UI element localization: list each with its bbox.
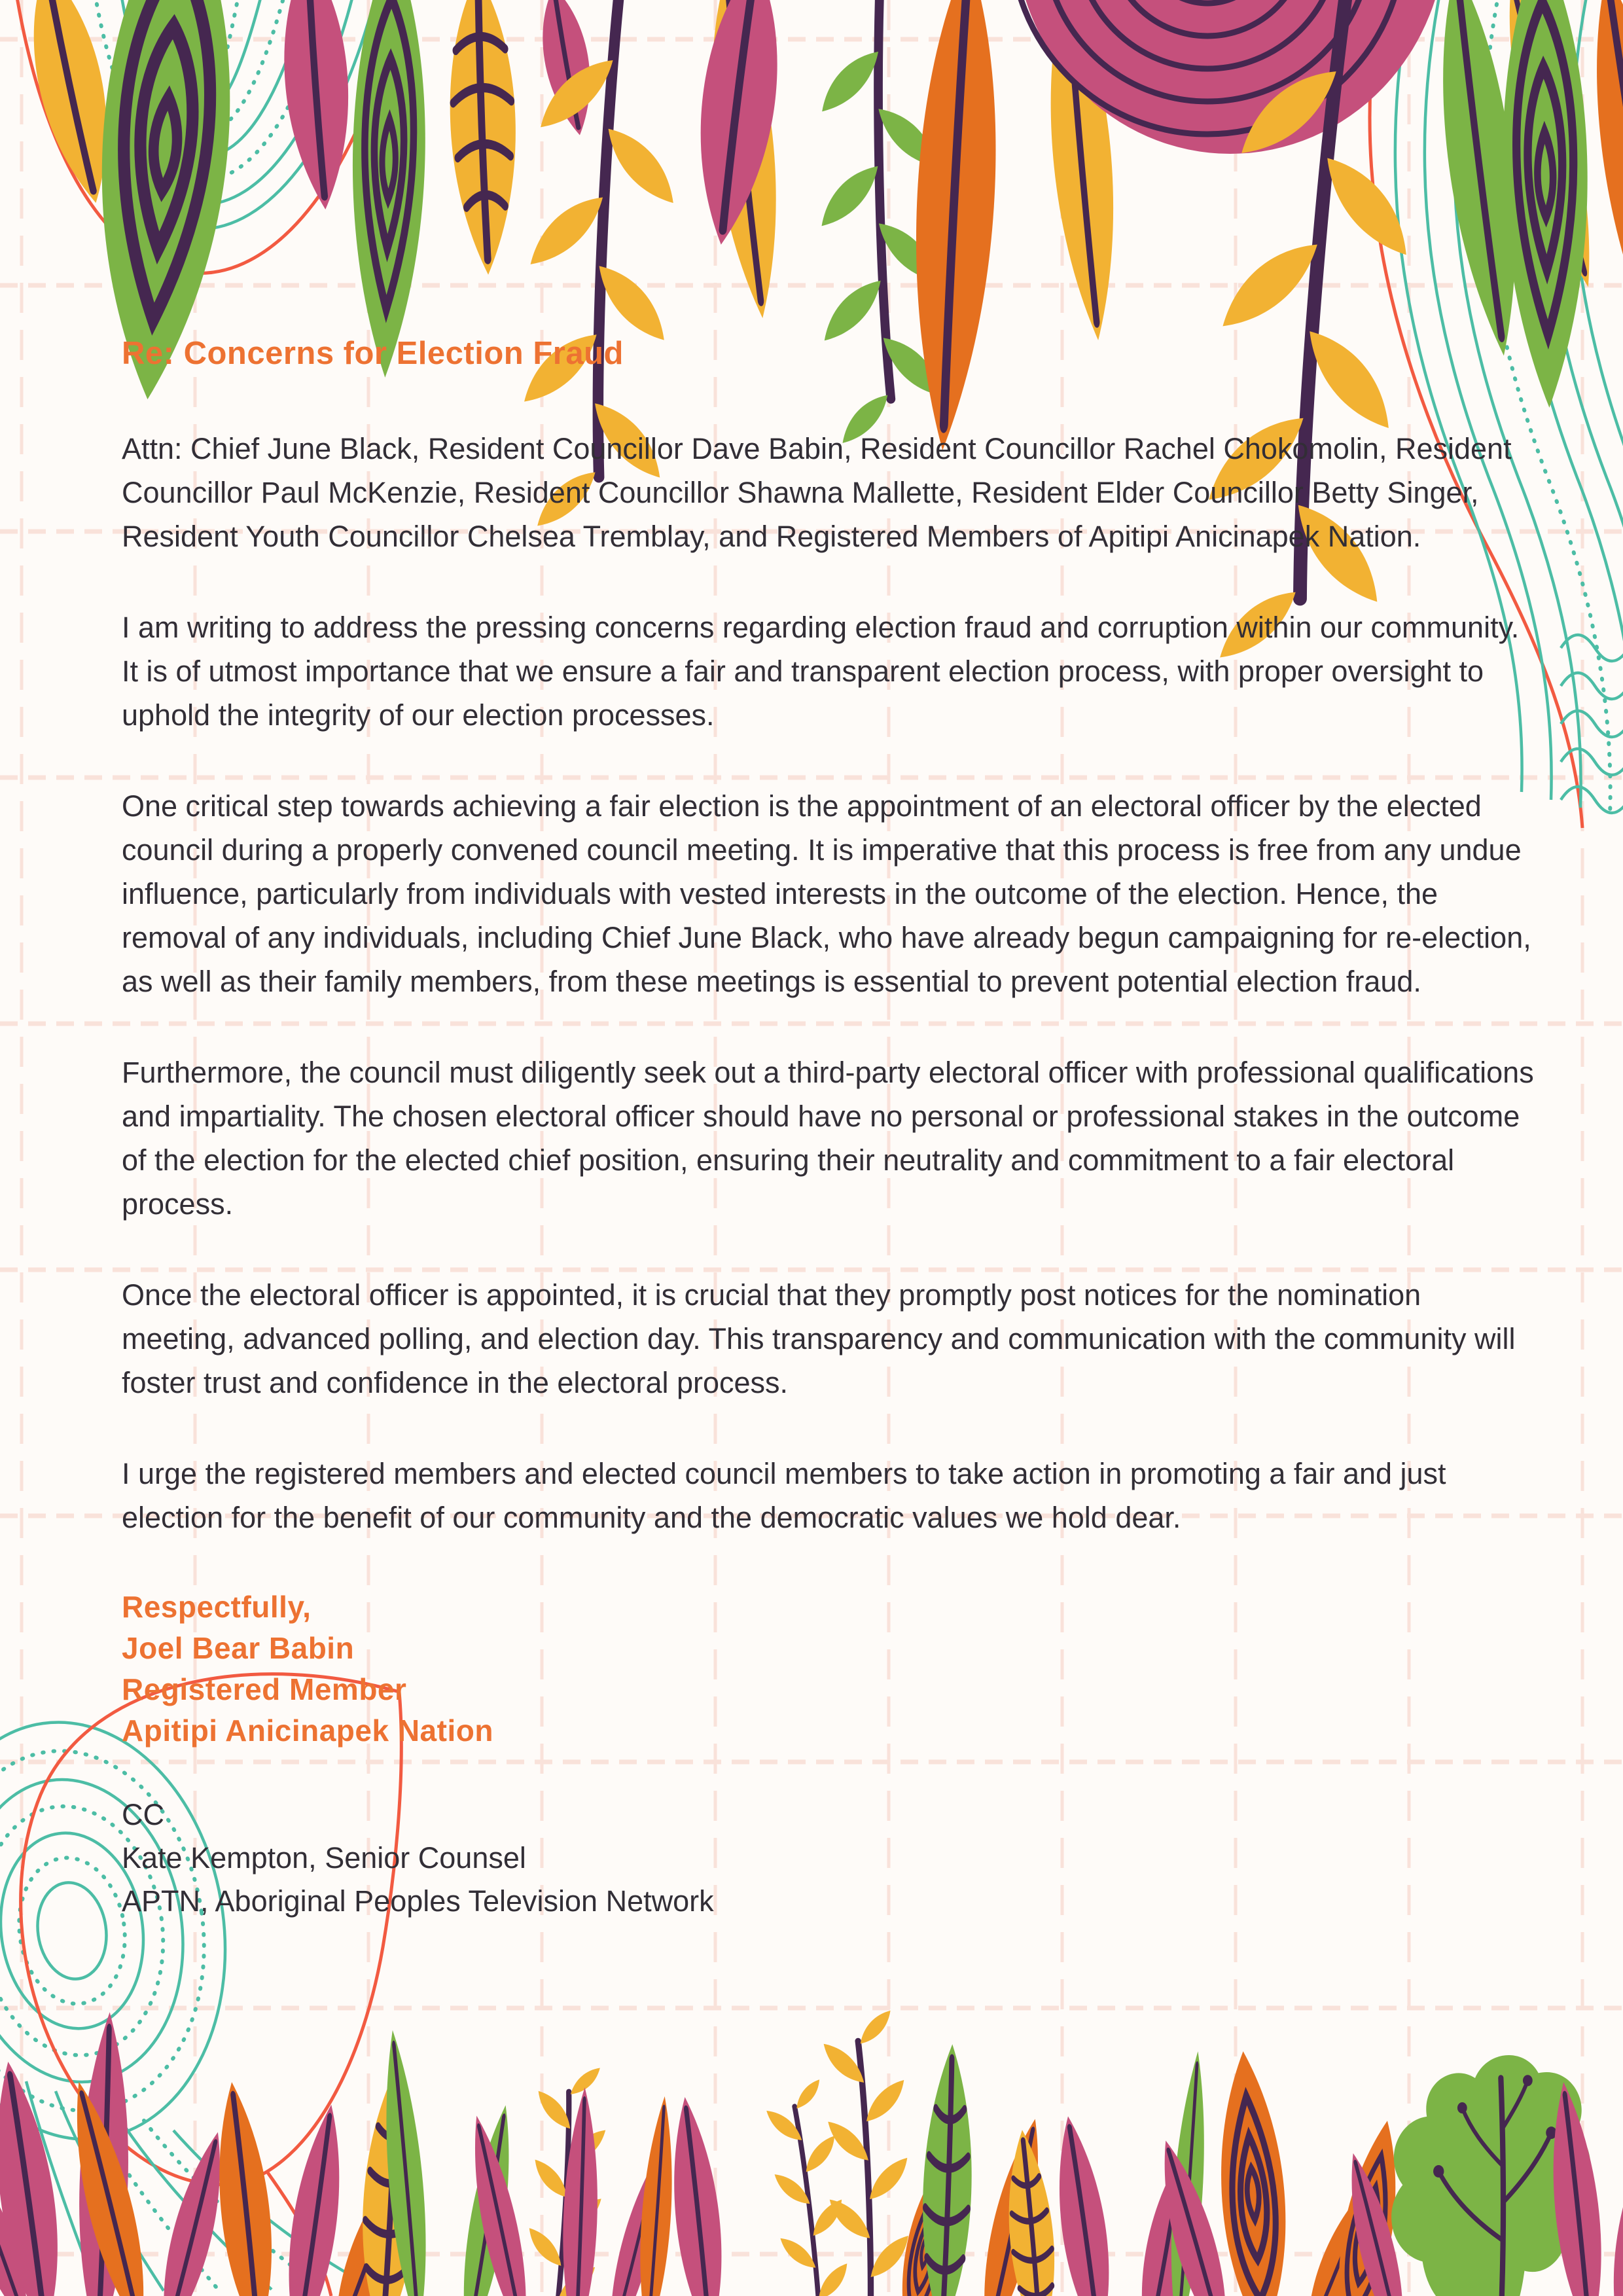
letter-paragraph: Once the electoral officer is appointed, it is crucial that they promptly post notices for the nomination meeting, advanced polling, and election day. This transparency and communication with the community will foster trust and confidence in the electoral process. xyxy=(122,1278,1516,1399)
letter-body xyxy=(122,335,1539,1923)
letter-paragraph: I am writing to address the pressing concerns regarding election fraud and corruption within our community. It is of utmost importance that we ensure a fair and transparent election process, with proper oversight to uphold the integrity of our election processes. xyxy=(122,611,1520,732)
sender-name: Joel Bear Babin xyxy=(122,1631,355,1665)
letter-paragraph-attn: Attn: Chief June Black, Resident Councillor Dave Babin, Resident Councillor Rachel Chokomolin, Resident Councillor Paul McKenzie, Resident Councillor Shawna Mallette, Resident Elder Councillor Betty Singer, Resident Youth Councillor Chelsea Tremblay, and Registered Members of Apitipi Anicinapek Nation. xyxy=(122,432,1512,553)
letter-paragraph: I urge the registered members and elected council members to take action in promoting a fair and just election for the benefit of our community and the democratic values we hold dear. xyxy=(122,1457,1446,1534)
letter-closing xyxy=(122,1587,1539,1751)
letter-paragraph: One critical step towards achieving a fair election is the appointment of an electoral officer by the elected council during a properly convened council meeting. It is imperative that this process is free from any undue influence, particularly from individuals with vested interests in the outcome of the election. Hence, the removal of any individuals, including Chief June Black, who have already begun campaigning for re-election, as well as their family members, from these meetings is essential to prevent potential election fraud. xyxy=(122,789,1531,998)
sender-title: Registered Member xyxy=(122,1672,407,1706)
closing-salutation: Respectfully, xyxy=(122,1590,312,1624)
cc-recipient: APTN, Aboriginal Peoples Television Network xyxy=(122,1884,714,1918)
cc-block xyxy=(122,1793,1539,1923)
letter-subject: Re: Concerns for Election Fraud xyxy=(122,336,624,371)
bottom-floral-border xyxy=(0,2010,1623,2296)
sender-organization: Apitipi Anicinapek Nation xyxy=(122,1713,493,1748)
cc-label: CC xyxy=(122,1798,164,1831)
cc-recipient: Kate Kempton, Senior Counsel xyxy=(122,1841,526,1874)
letter-paragraph: Furthermore, the council must diligently seek out a third-party electoral officer with professional qualifications and impartiality. The chosen electoral officer should have no personal or professional stakes in the outcome of the election for the elected chief position, ensuring their neutrality and commitment to a fair electoral process. xyxy=(122,1056,1534,1221)
